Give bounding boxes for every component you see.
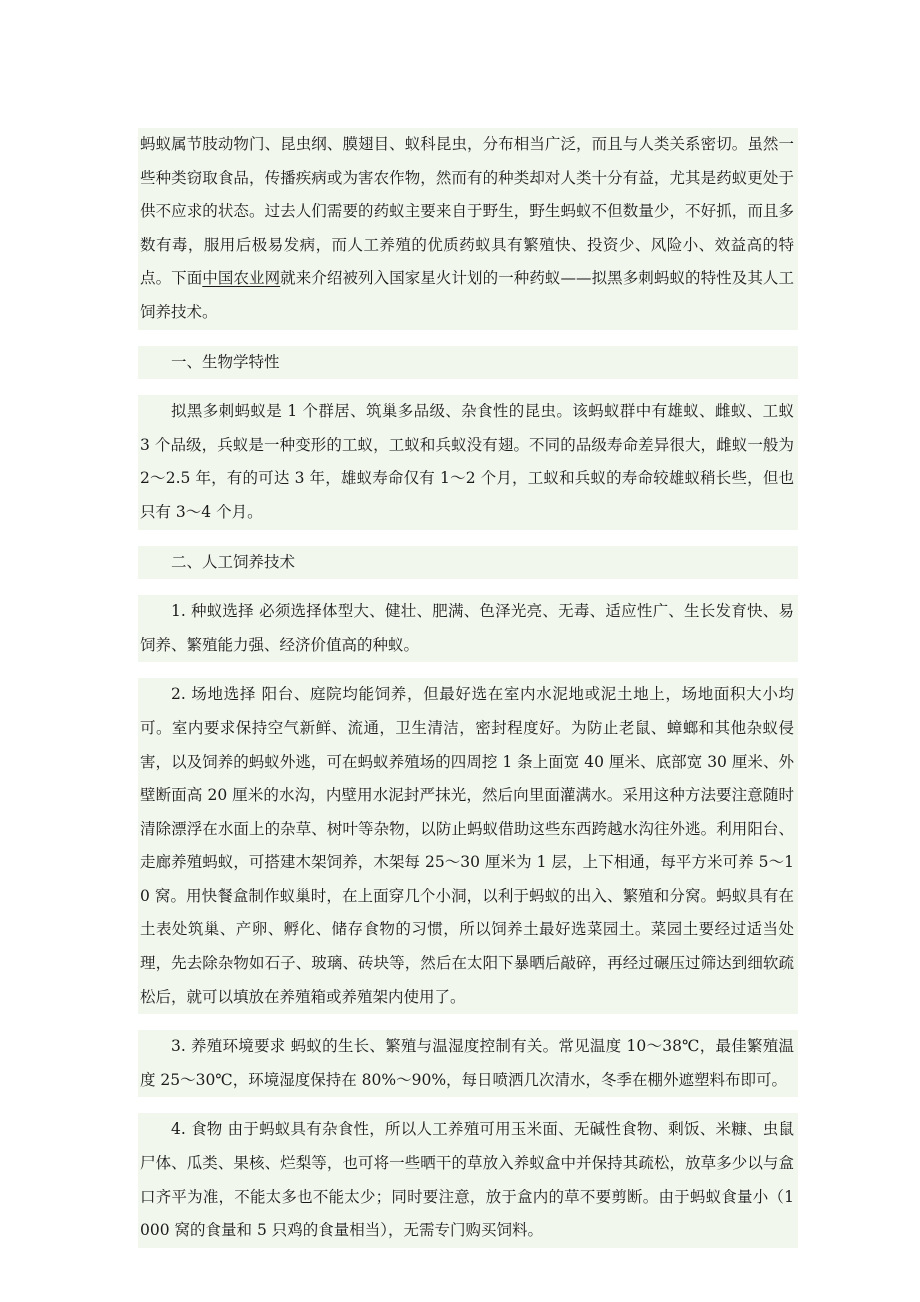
rearing-item-seed-selection: 1. 种蚁选择 必须选择体型大、健壮、肥满、色泽光亮、无毒、适应性广、生长发育快、易饲养、繁殖能力强、经济价值高的种蚁。 bbox=[138, 595, 798, 662]
section-heading-biology: 一、生物学特性 bbox=[138, 346, 798, 380]
intro-paragraph bbox=[138, 128, 798, 330]
china-agriculture-link[interactable]: 中国农业网 bbox=[202, 269, 281, 288]
section-heading-rearing: 二、人工饲养技术 bbox=[138, 546, 798, 580]
rearing-item-food: 4. 食物 由于蚂蚁具有杂食性，所以人工养殖可用玉米面、无碱性食物、剩饭、米糠、虫鼠尸体、瓜类、果核、烂梨等，也可将一些晒干的草放入养蚁盒中并保持其疏松，放草多少以与盒口齐平为准，不能太多也不能太少；同时要注意，放于盒内的草不要剪断。由于蚂蚁食量小（1000 窝的食量和 5 只鸡的食量相当），无需专门购买饲料。 bbox=[138, 1113, 798, 1247]
intro-text-before: 蚂蚁属节肢动物门、昆虫纲、膜翅目、蚁科昆虫，分布相当广泛，而且与人类关系密切。虽然一些种类窃取食品，传播疾病或为害农作物，然而有的种类却对人类十分有益，尤其是药蚁更处于供不应求的状态。过去人们需要的药蚁主要来自于野生，野生蚂蚁不但数量少，不好抓，而且多数有毒，服用后极易发病，而人工养殖的优质药蚁具有繁殖快、投资少、风险小、效益高的特点。下面 bbox=[140, 135, 794, 288]
article-body bbox=[138, 128, 798, 1264]
rearing-item-environment: 3. 养殖环境要求 蚂蚁的生长、繁殖与温湿度控制有关。常见温度 10～38℃，最佳繁殖温度 25～30℃，环境湿度保持在 80%～90%，每日喷洒几次清水，冬季在棚外遮塑料布即可。 bbox=[138, 1030, 798, 1097]
rearing-item-site-selection: 2. 场地选择 阳台、庭院均能饲养，但最好选在室内水泥地或泥土地上，场地面积大小均可。室内要求保持空气新鲜、流通，卫生清洁，密封程度好。为防止老鼠、蟑螂和其他杂蚁侵害，以及饲养的蚂蚁外逃，可在蚂蚁养殖场的四周挖 1 条上面宽 40 厘米、底部宽 30 厘米、外壁断面高 20 厘米的水沟，内壁用水泥封严抹光，然后向里面灌满水。采用这种方法要注意随时清除漂浮在水面上的杂草、树叶等杂物，以防止蚂蚁借助这些东西跨越水沟往外逃。利用阳台、走廊养殖蚂蚁，可搭建木架饲养，木架每 25～30 厘米为 1 层，上下相通，每平方米可养 5～10 窝。用快餐盒制作蚁巢时，在上面穿几个小洞，以利于蚂蚁的出入、繁殖和分窝。蚂蚁具有在土表处筑巢、产卵、孵化、储存食物的习惯，所以饲养土最好选菜园土。菜园土要经过适当处理，先去除杂物如石子、玻璃、砖块等，然后在太阳下暴晒后敲碎，再经过碾压过筛达到细软疏松后，就可以填放在养殖箱或养殖架内使用了。 bbox=[138, 678, 798, 1014]
biology-paragraph: 拟黑多刺蚂蚁是 1 个群居、筑巢多品级、杂食性的昆虫。该蚂蚁群中有雄蚁、雌蚁、工蚁 3 个品级，兵蚁是一种变形的工蚁，工蚁和兵蚁没有翅。不同的品级寿命差异很大，雌蚁一般为 2～2.5 年，有的可达 3 年，雄蚁寿命仅有 1～2 个月，工蚁和兵蚁的寿命较雄蚁稍长些，但也只有 3～4 个月。 bbox=[138, 395, 798, 529]
intro-text-after: 就来介绍被列入国家星火计划的一种药蚁——拟黑多刺蚂蚁的特性及其人工饲养技术。 bbox=[140, 269, 794, 321]
